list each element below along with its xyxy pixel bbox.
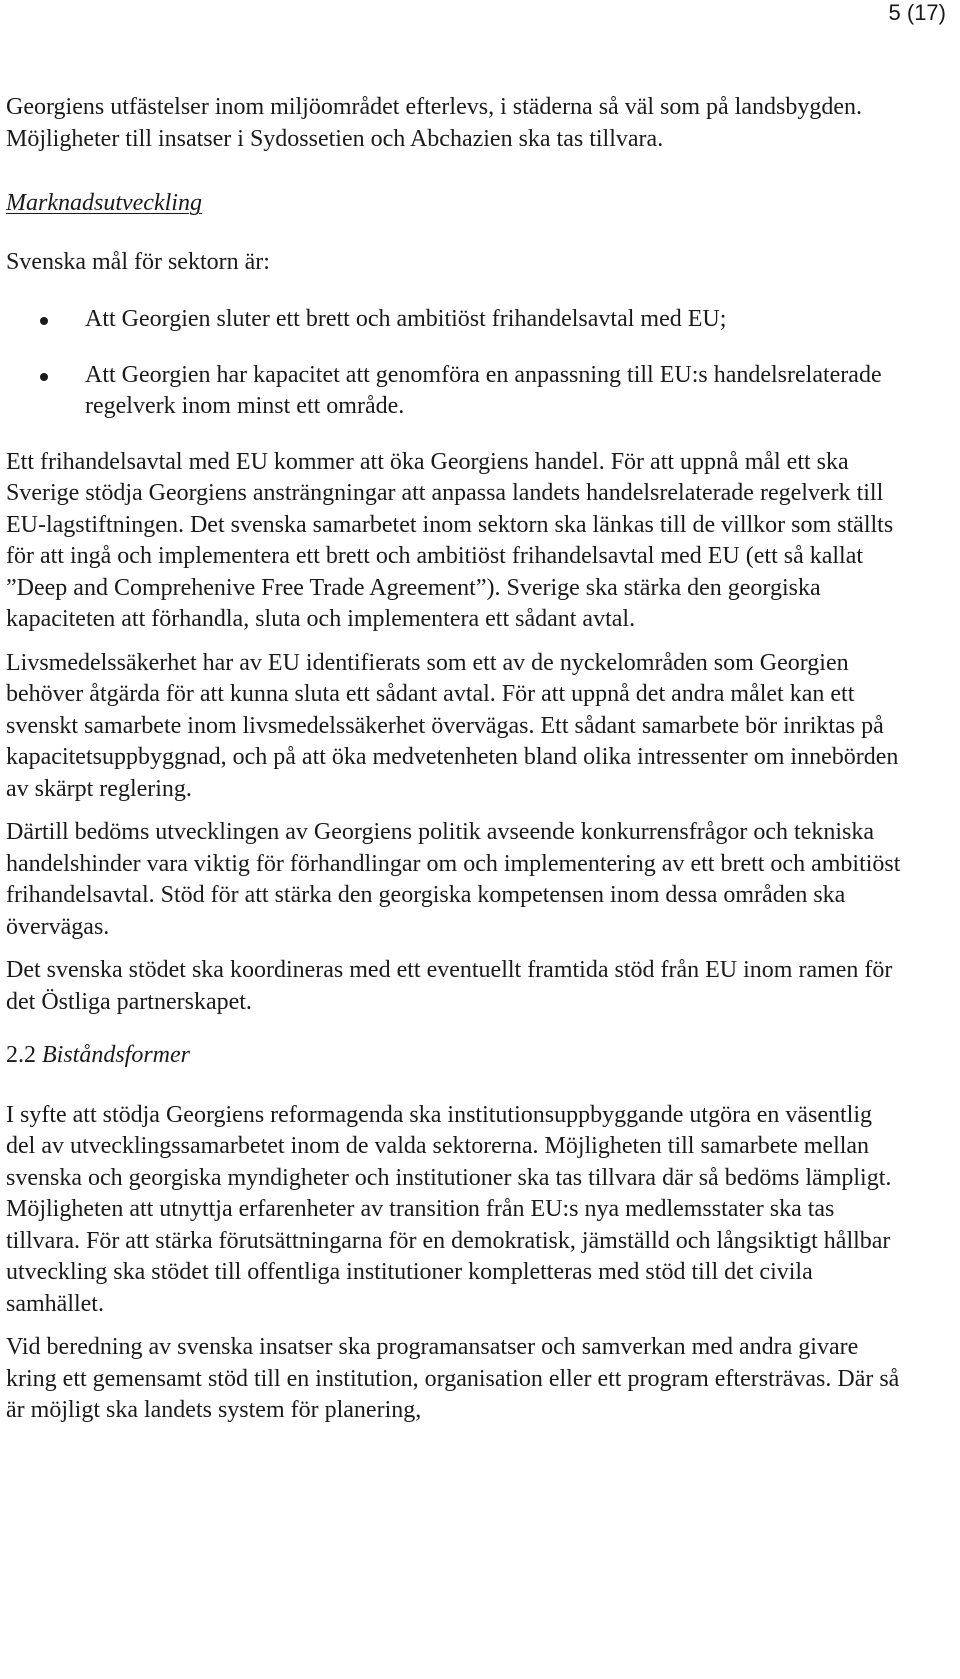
paragraph-programme-approach: Vid beredning av svenska insatser ska programansatser och samverkan med andra givare kring ett gemensamt stöd till en institution, organisation eller ett program eftersträvas. Där så är möjligt ska landets system för planering, <box>6 1334 900 1423</box>
bullet-icon <box>40 373 48 381</box>
paragraph-food-safety: Livsmedelssäkerhet har av EU identifierats som ett av de nyckelområden som Georgien behöver åtgärda för att kunna sluta ett sådant avtal. För att uppnå det andra målet kan ett svenskt samarbete inom livsmedelssäkerhet övervägas. Ett sådant samarbete bör inriktas på kapacitetsuppbyggnad, och på att öka medvetenheten bland olika intressenter om innebörden av skärpt reglering. <box>6 649 899 802</box>
goal-item <box>6 304 906 336</box>
goals-intro: Svenska mål för sektorn är: <box>6 248 270 275</box>
intro-line-environment: Georgiens utfästelser inom miljöområdet efterlevs, i städerna så väl som på landsbygden. <box>6 94 862 120</box>
goal-text: Att Georgien sluter ett brett och ambitiöst frihandelsavtal med EU; <box>85 306 727 332</box>
page-number: 5 (17) <box>888 0 946 25</box>
section-title: Biståndsformer <box>42 1042 191 1068</box>
section-heading-market: Marknadsutveckling <box>6 190 202 216</box>
section-number: 2.2 <box>6 1042 36 1068</box>
paragraph-free-trade: Ett frihandelsavtal med EU kommer att öka Georgiens handel. För att uppnå mål ett ska Sverige stödja Georgiens ansträngningar att anpassa landets handelsrelaterade regelverk till EU-lagstiftningen. Det svenska samarbetet inom sektorn ska länkas till de villkor som ställts för att ingå och implementera ett brett och ambitiöst frihandelsavtal med EU (ett så kallat ”Deep and Comprehenive Free Trade Agreement”). Sverige ska stärka den georgiska kapaciteten att förhandla, sluta och implementera ett sådant avtal. <box>6 448 894 632</box>
goal-item <box>6 360 906 423</box>
paragraph-coordination: Det svenska stödet ska koordineras med ett eventuellt framtida stöd från EU inom ramen för det Östliga partnerskapet. <box>6 957 893 1015</box>
intro-line-regions: Möjligheter till insatser i Sydossetien och Abchazien ska tas tillvara. <box>6 125 664 152</box>
section-heading-aid-forms <box>6 1040 906 1072</box>
bullet-icon <box>40 317 48 325</box>
paragraph-institution-building: I syfte att stödja Georgiens reformagenda ska institutionsuppbyggande utgöra en väsentlig del av utvecklingssamarbetet inom de valda sektorerna. Möjligheten till samarbete mellan svenska och georgiska myndigheter och institutioner ska tas tillvara där så bedöms lämpligt. Möjligheten att utnyttja erfarenheter av transition från EU:s nya medlemsstater ska tas tillvara. För att stärka förutsättningarna för en demokratisk, jämställd och långsiktigt hållbar utveckling ska stödet till offentliga institutioner kompletteras med stöd till det civila samhället. <box>6 1101 892 1317</box>
goal-text: Att Georgien har kapacitet att genomföra en anpassning till EU:s handelsrelaterade regelverk inom minst ett område. <box>85 361 882 419</box>
intro-block <box>6 92 906 155</box>
goal-list <box>6 304 906 423</box>
paragraph-competition: Därtill bedöms utvecklingen av Georgiens politik avseende konkurrensfrågor och tekniska handelshinder vara viktig för förhandlingar om och implementering av ett brett och ambitiöst frihandelsavtal. Stöd för att stärka den georgiska kompetensen inom dessa områden ska övervägas. <box>6 819 901 940</box>
document-body <box>6 92 906 1439</box>
